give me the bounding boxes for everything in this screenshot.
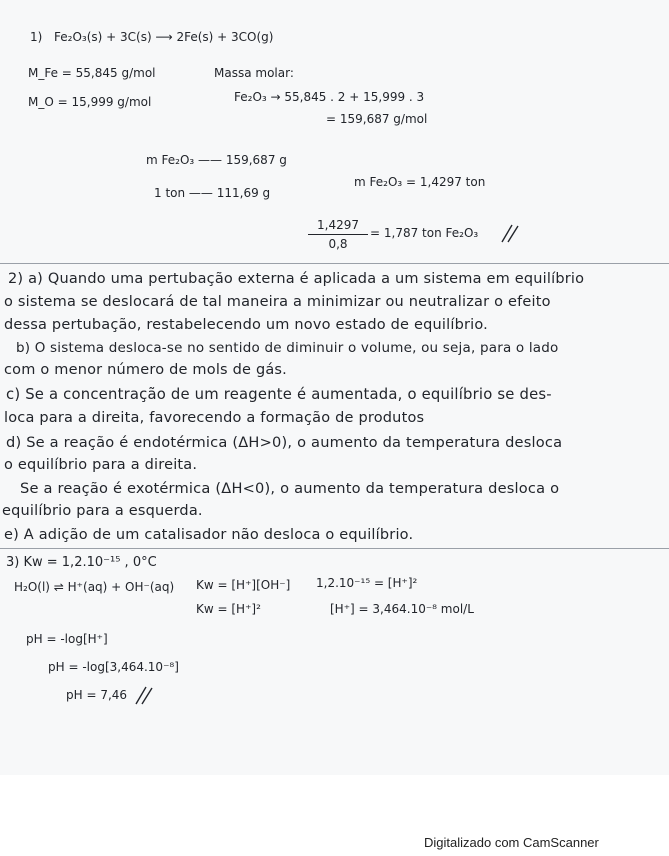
q1-calc-line-1: Fe₂O₃ → 55,845 . 2 + 15,999 . 3 xyxy=(234,90,425,104)
q2-e-line-1: e) A adição de um catalisador não desloca o equilíbrio. xyxy=(4,527,414,543)
q2-a-line-1: 2) a) Quando uma pertubação externa é aplicada a um sistema em equilíbrio xyxy=(8,271,585,287)
q3-ph-definition: pH = -log[H⁺] xyxy=(26,632,108,646)
q3-check-mark xyxy=(132,684,154,706)
q2-a-line-3: dessa pertubação, restabelecendo um novo estado de equilíbrio. xyxy=(4,317,488,333)
q1-molar-mass-fe: M_Fe = 55,845 g/mol xyxy=(28,66,156,80)
camscanner-watermark: Digitalizado com CamScanner xyxy=(424,835,599,850)
q1-massa-molar-label: Massa molar: xyxy=(214,66,294,80)
q1-result-mass: m Fe₂O₃ = 1,4297 ton xyxy=(354,175,486,189)
q2-b-line-2: com o menor número de mols de gás. xyxy=(4,362,287,378)
q1-calc-line-2: = 159,687 g/mol xyxy=(326,112,428,126)
q3-equation: H₂O(l) ⇌ H⁺(aq) + OH⁻(aq) xyxy=(14,580,175,594)
q2-d-line-2: o equilíbrio para a direita. xyxy=(4,457,198,473)
q3-ph-calculation: pH = -log[3,464.10⁻⁸] xyxy=(48,660,179,674)
q1-fraction xyxy=(308,218,368,251)
q3-given: 3) Kw = 1,2.10⁻¹⁵ , 0°C xyxy=(6,555,157,570)
q1-molar-mass-o: M_O = 15,999 g/mol xyxy=(28,95,152,109)
q2-d-line-3: Se a reação é exotérmica (ΔH<0), o aumento da temperatura desloca o xyxy=(20,480,560,497)
q2-c-line-1: c) Se a concentração de um reagente é aumentada, o equilíbrio se des- xyxy=(6,386,552,403)
q1-check-mark xyxy=(498,222,520,244)
q3-substitution: 1,2.10⁻¹⁵ = [H⁺]² xyxy=(316,576,418,590)
q2-b-line-1: b) O sistema desloca-se no sentido de diminuir o volume, ou seja, para o lado xyxy=(16,340,559,356)
q2-c-line-2: loca para a direita, favorecendo a formação de produtos xyxy=(4,410,425,426)
q2-a-line-2: o sistema se deslocará de tal maneira a minimizar ou neutralizar o efeito xyxy=(4,294,551,310)
q2-d-line-1: d) Se a reação é endotérmica (ΔH>0), o aumento da temperatura desloca xyxy=(6,434,563,451)
separator-line-2 xyxy=(0,548,669,549)
q3-ph-result: pH = 7,46 xyxy=(66,688,128,702)
q1-final-result: = 1,787 ton Fe₂O₃ xyxy=(370,226,479,240)
q1-number: 1) xyxy=(30,30,43,44)
separator-line-1 xyxy=(0,263,669,264)
q3-kw-expression: Kw = [H⁺][OH⁻] xyxy=(196,578,291,592)
q1-fraction-numerator: 1,4297 xyxy=(317,218,359,232)
q1-fraction-bar xyxy=(308,234,368,235)
q3-h-concentration: [H⁺] = 3,464.10⁻⁸ mol/L xyxy=(330,602,474,616)
q3-kw-square: Kw = [H⁺]² xyxy=(196,602,261,616)
q1-reaction: Fe₂O₃(s) + 3C(s) ⟶ 2Fe(s) + 3CO(g) xyxy=(54,30,274,44)
q1-fraction-denominator: 0,8 xyxy=(328,237,348,251)
q1-ratio-line-2: 1 ton —— 111,69 g xyxy=(154,186,271,200)
q1-ratio-line-1: m Fe₂O₃ —— 159,687 g xyxy=(146,153,287,167)
q2-d-line-4: equilíbrio para a esquerda. xyxy=(2,503,203,519)
